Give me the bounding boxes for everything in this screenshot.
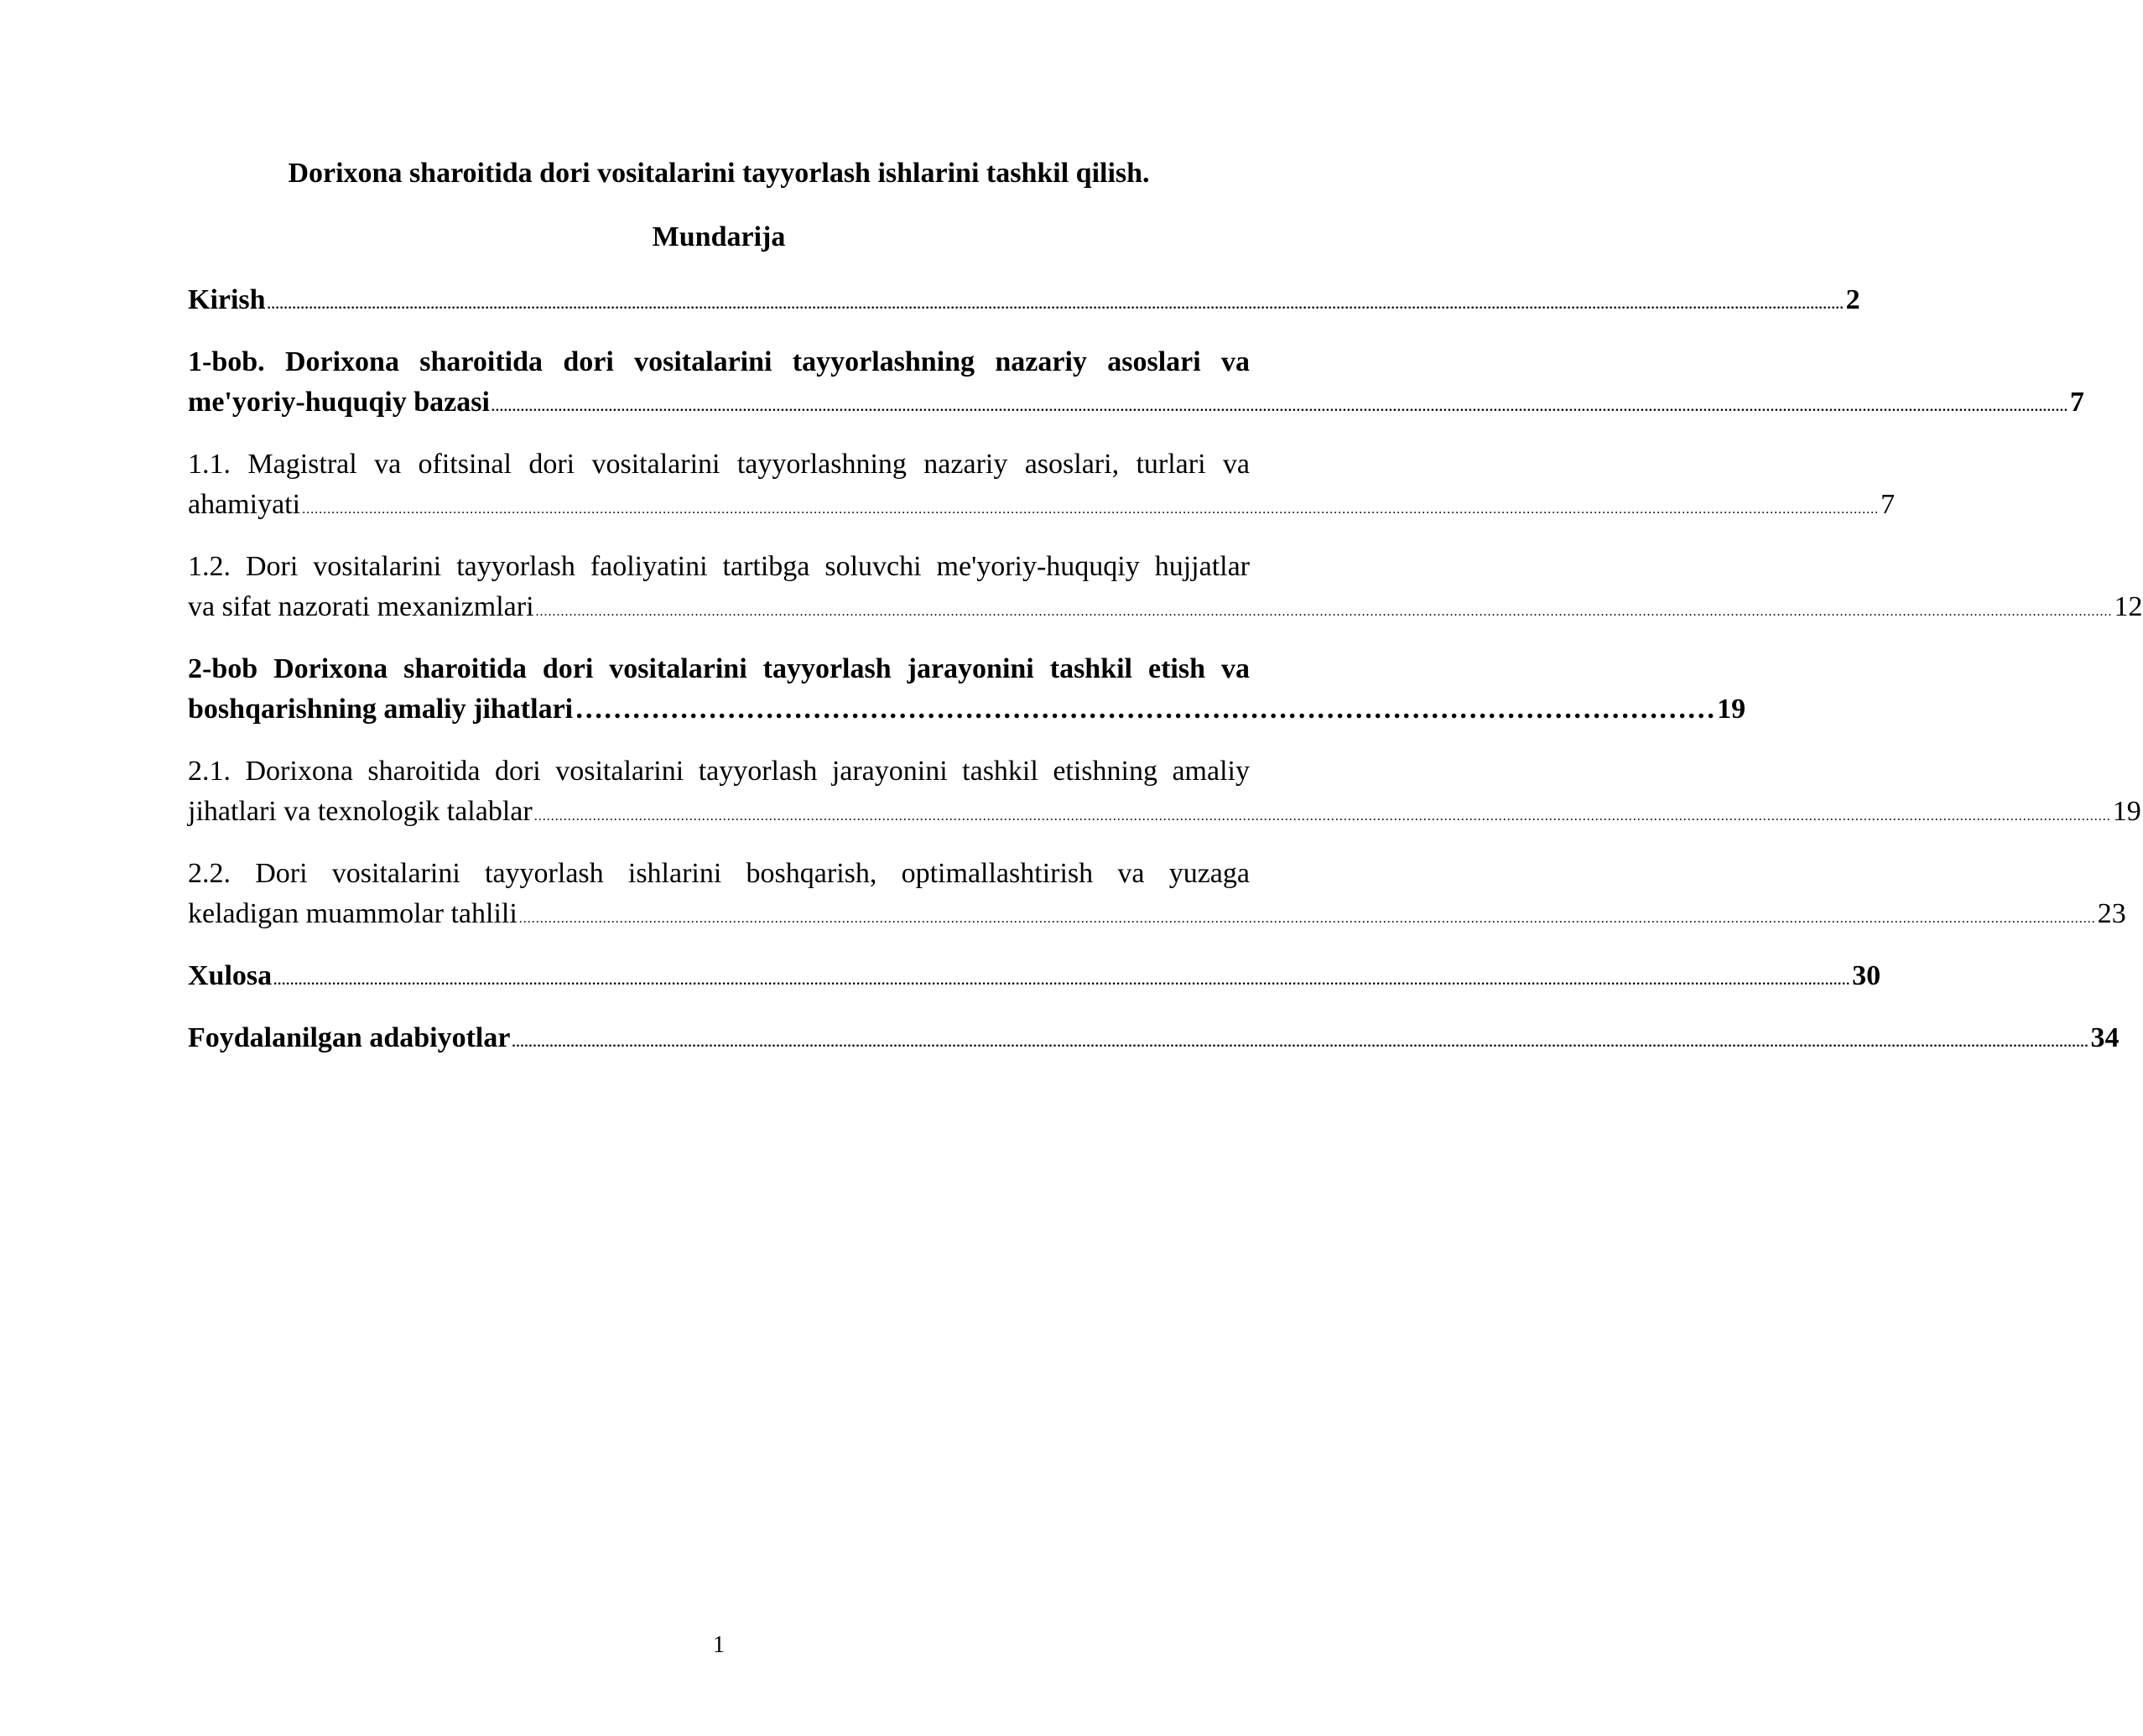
dot-leader: ………………………………………………………………………………………………………… [575, 694, 1716, 725]
toc-entry-conclusion[interactable] [188, 956, 1881, 1001]
toc-entry-label: Kirish [188, 284, 266, 315]
toc-page-number: 2 [1845, 284, 1860, 315]
toc-entry-label: 2.2. Dori vositalarini tayyorlash ishlarini boshqarish, optimallashtirish va yuzaga [188, 858, 1250, 889]
toc-entry-label: 2.1. Dorixona sharoitida dori vositalarini tayyorlash jarayonini tashkil etishning amaliy [188, 756, 1250, 787]
dot-leader: ........................................................................................................................................................................................................................................................................................................................................................................................ [267, 298, 1844, 312]
toc-entry-chapter-2[interactable] [188, 649, 1746, 730]
toc-page-number: 7 [1880, 489, 1896, 520]
toc-page-number: 23 [2097, 898, 2126, 929]
toc-entry-section-1-2[interactable] [188, 547, 2143, 632]
toc-entry-label: Xulosa [188, 960, 273, 991]
toc-entry-label-cont: keladigan muammolar tahlili [188, 898, 518, 929]
toc-entry-label-cont: ahamiyati [188, 489, 301, 520]
dot-leader: ........................................................................................................................................................................................................................................................................................................................................................................................ [533, 809, 2111, 824]
toc-heading: Mundarija [652, 221, 786, 252]
toc-entry-label-cont: jihatlari va texnologik talablar [188, 796, 533, 827]
toc-entry-label: 2-bob Dorixona sharoitida dori vositalarini tayyorlash jarayonini tashkil etish va [188, 653, 1250, 684]
toc-entry-label-cont: boshqarishning amaliy jihatlari [188, 694, 574, 725]
dot-leader: ........................................................................................................................................................................................................................................................................................................................................................................................ [518, 912, 2096, 926]
document-title: Dorixona sharoitida dori vositalarini tayyorlash ishlarini tashkil qilish. [288, 158, 1150, 189]
toc-entry-label: Foydalanilgan adabiyotlar [188, 1022, 511, 1053]
dot-leader: ........................................................................................................................................................................................................................................................................................................................................................................................ [512, 1036, 2089, 1050]
toc-page-number: 12 [2114, 591, 2143, 622]
toc-entry-label-cont: va sifat nazorati mexanizmlari [188, 591, 534, 622]
toc-page-number: 7 [2069, 387, 2084, 418]
dot-leader: ........................................................................................................................................................................................................................................................................................................................................................................................ [273, 974, 1851, 988]
page-number: 1 [713, 1632, 725, 1658]
toc-entry-section-2-2[interactable] [188, 854, 2126, 939]
toc-entry-label: 1.2. Dori vositalarini tayyorlash faoliyatini tartibga soluvchi me'yoriy-huquqiy hujjatlar [188, 551, 1250, 582]
toc-page-number: 19 [1717, 694, 1746, 725]
toc-page-number: 34 [2090, 1022, 2120, 1053]
toc-entry-label-cont: me'yoriy-huquqiy bazasi [188, 387, 490, 418]
toc-entry-chapter-1[interactable] [188, 342, 2084, 428]
toc-entry-section-1-1[interactable] [188, 444, 1896, 530]
toc-entry-references[interactable] [188, 1018, 2120, 1063]
toc-entry-label: 1.1. Magistral va ofitsinal dori vositalarini tayyorlashning nazariy asoslari, turlari va [188, 449, 1250, 480]
dot-leader: ........................................................................................................................................................................................................................................................................................................................................................................................ [535, 605, 2113, 619]
toc-entry-label: 1-bob. Dorixona sharoitida dori vositalarini tayyorlashning nazariy asoslari va [188, 346, 1250, 377]
toc-page-number: 19 [2112, 796, 2141, 827]
toc-entry-section-2-1[interactable] [188, 751, 2141, 837]
dot-leader: ........................................................................................................................................................................................................................................................................................................................................................................................ [491, 400, 2068, 414]
dot-leader: ........................................................................................................................................................................................................................................................................................................................................................................................ [302, 502, 1880, 517]
toc-entry-kirish[interactable] [188, 280, 1860, 325]
toc-page-number: 30 [1852, 960, 1881, 991]
